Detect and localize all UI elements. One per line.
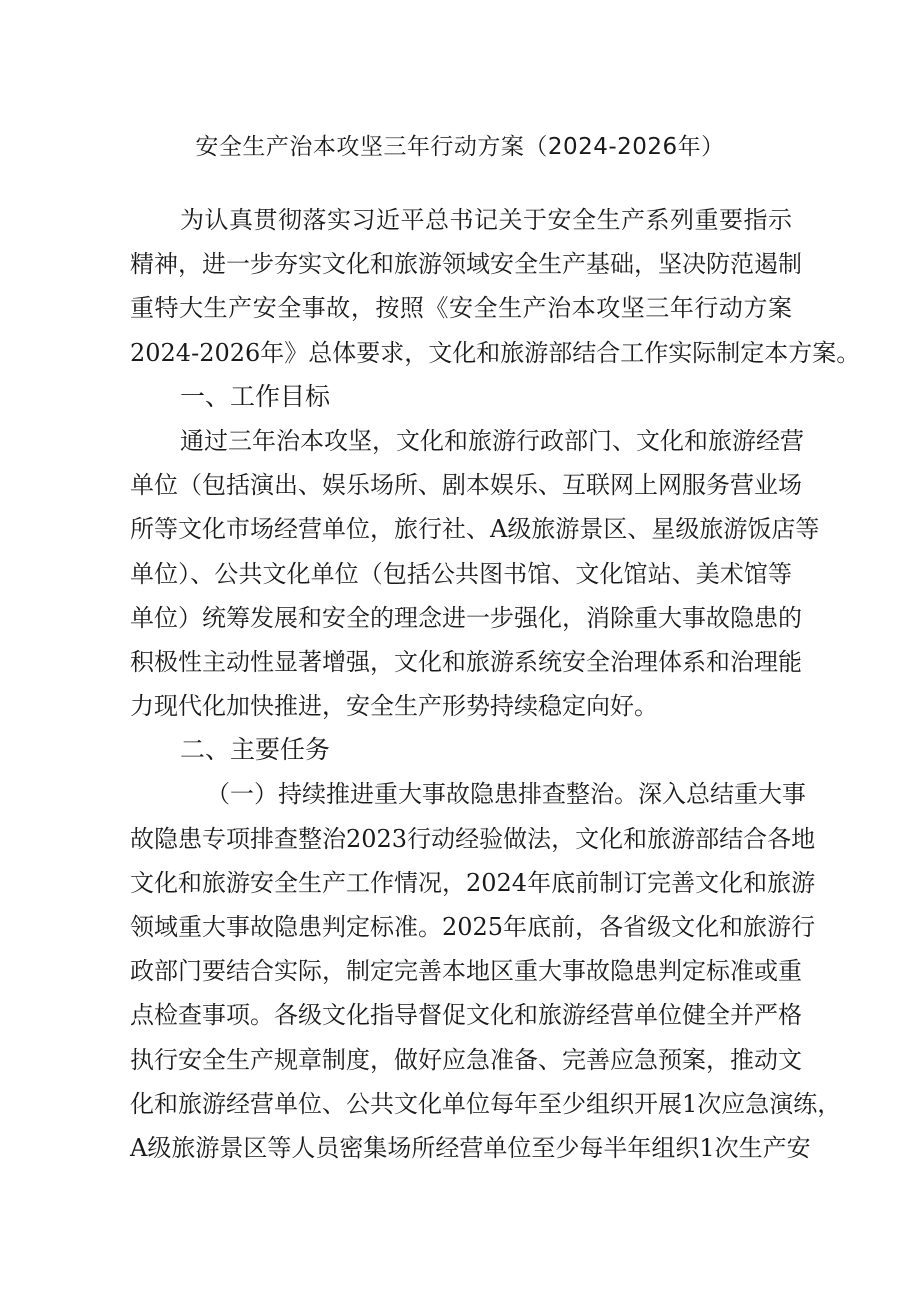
paragraph-line: （一）持续推进重大事故隐患排查整治。深入总结重大事 <box>206 780 806 809</box>
paragraph-line: 力现代化加快推进，安全生产形势持续稳定向好。 <box>130 692 658 721</box>
document-body <box>130 198 861 1170</box>
paragraph-line: A级旅游景区等人员密集场所经营单位至少每半年组织1次生产安 <box>130 1133 811 1162</box>
paragraph-line: 所等文化市场经营单位，旅行社、A级旅游景区、星级旅游饭店等 <box>130 515 820 544</box>
paragraph-line: 故隐患专项排查整治2023行动经验做法，文化和旅游部结合各地 <box>130 824 816 853</box>
paragraph-line: 单位（包括演出、娱乐场所、剧本娱乐、互联网上网服务营业场 <box>130 471 802 500</box>
intro-line: 重特大生产安全事故，按照《安全生产治本攻坚三年行动方案 <box>130 294 792 323</box>
paragraph-line: 点检查事项。各级文化指导督促文化和旅游经营单位健全并严格 <box>130 1001 802 1030</box>
paragraph-line: 政部门要结合实际，制定完善本地区重大事故隐患判定标准或重 <box>130 957 802 986</box>
document-title: 安全生产治本攻坚三年行动方案（2024-2026年） <box>195 134 725 160</box>
paragraph-line: 文化和旅游安全生产工作情况，2024年底前制订完善文化和旅游 <box>130 868 816 897</box>
paragraph-line: 单位）、公共文化单位（包括公共图书馆、文化馆站、美术馆等 <box>130 559 792 588</box>
paragraph-line: 单位）统筹发展和安全的理念进一步强化，消除重大事故隐患的 <box>130 603 802 632</box>
section-heading-goals: 一、工作目标 <box>180 381 331 411</box>
paragraph-line: 通过三年治本攻坚，文化和旅游行政部门、文化和旅游经营 <box>180 426 804 455</box>
paragraph-line: 执行安全生产规章制度，做好应急准备、完善应急预案，推动文 <box>130 1045 802 1074</box>
paragraph-line: 化和旅游经营单位、公共文化单位每年至少组织开展1次应急演练， <box>130 1089 842 1118</box>
intro-line: 精神，进一步夯实文化和旅游领域安全生产基础，坚决防范遏制 <box>130 250 802 279</box>
intro-line: 2024-2026年》总体要求，文化和旅游部结合工作实际制定本方案。 <box>130 338 861 367</box>
paragraph-line: 积极性主动性显著增强，文化和旅游系统安全治理体系和治理能 <box>130 647 802 676</box>
section-heading-tasks: 二、主要任务 <box>180 735 331 765</box>
intro-line: 为认真贯彻落实习近平总书记关于安全生产系列重要指示 <box>180 206 792 234</box>
paragraph-line: 领域重大事故隐患判定标准。2025年底前，各省级文化和旅游行 <box>130 913 816 941</box>
